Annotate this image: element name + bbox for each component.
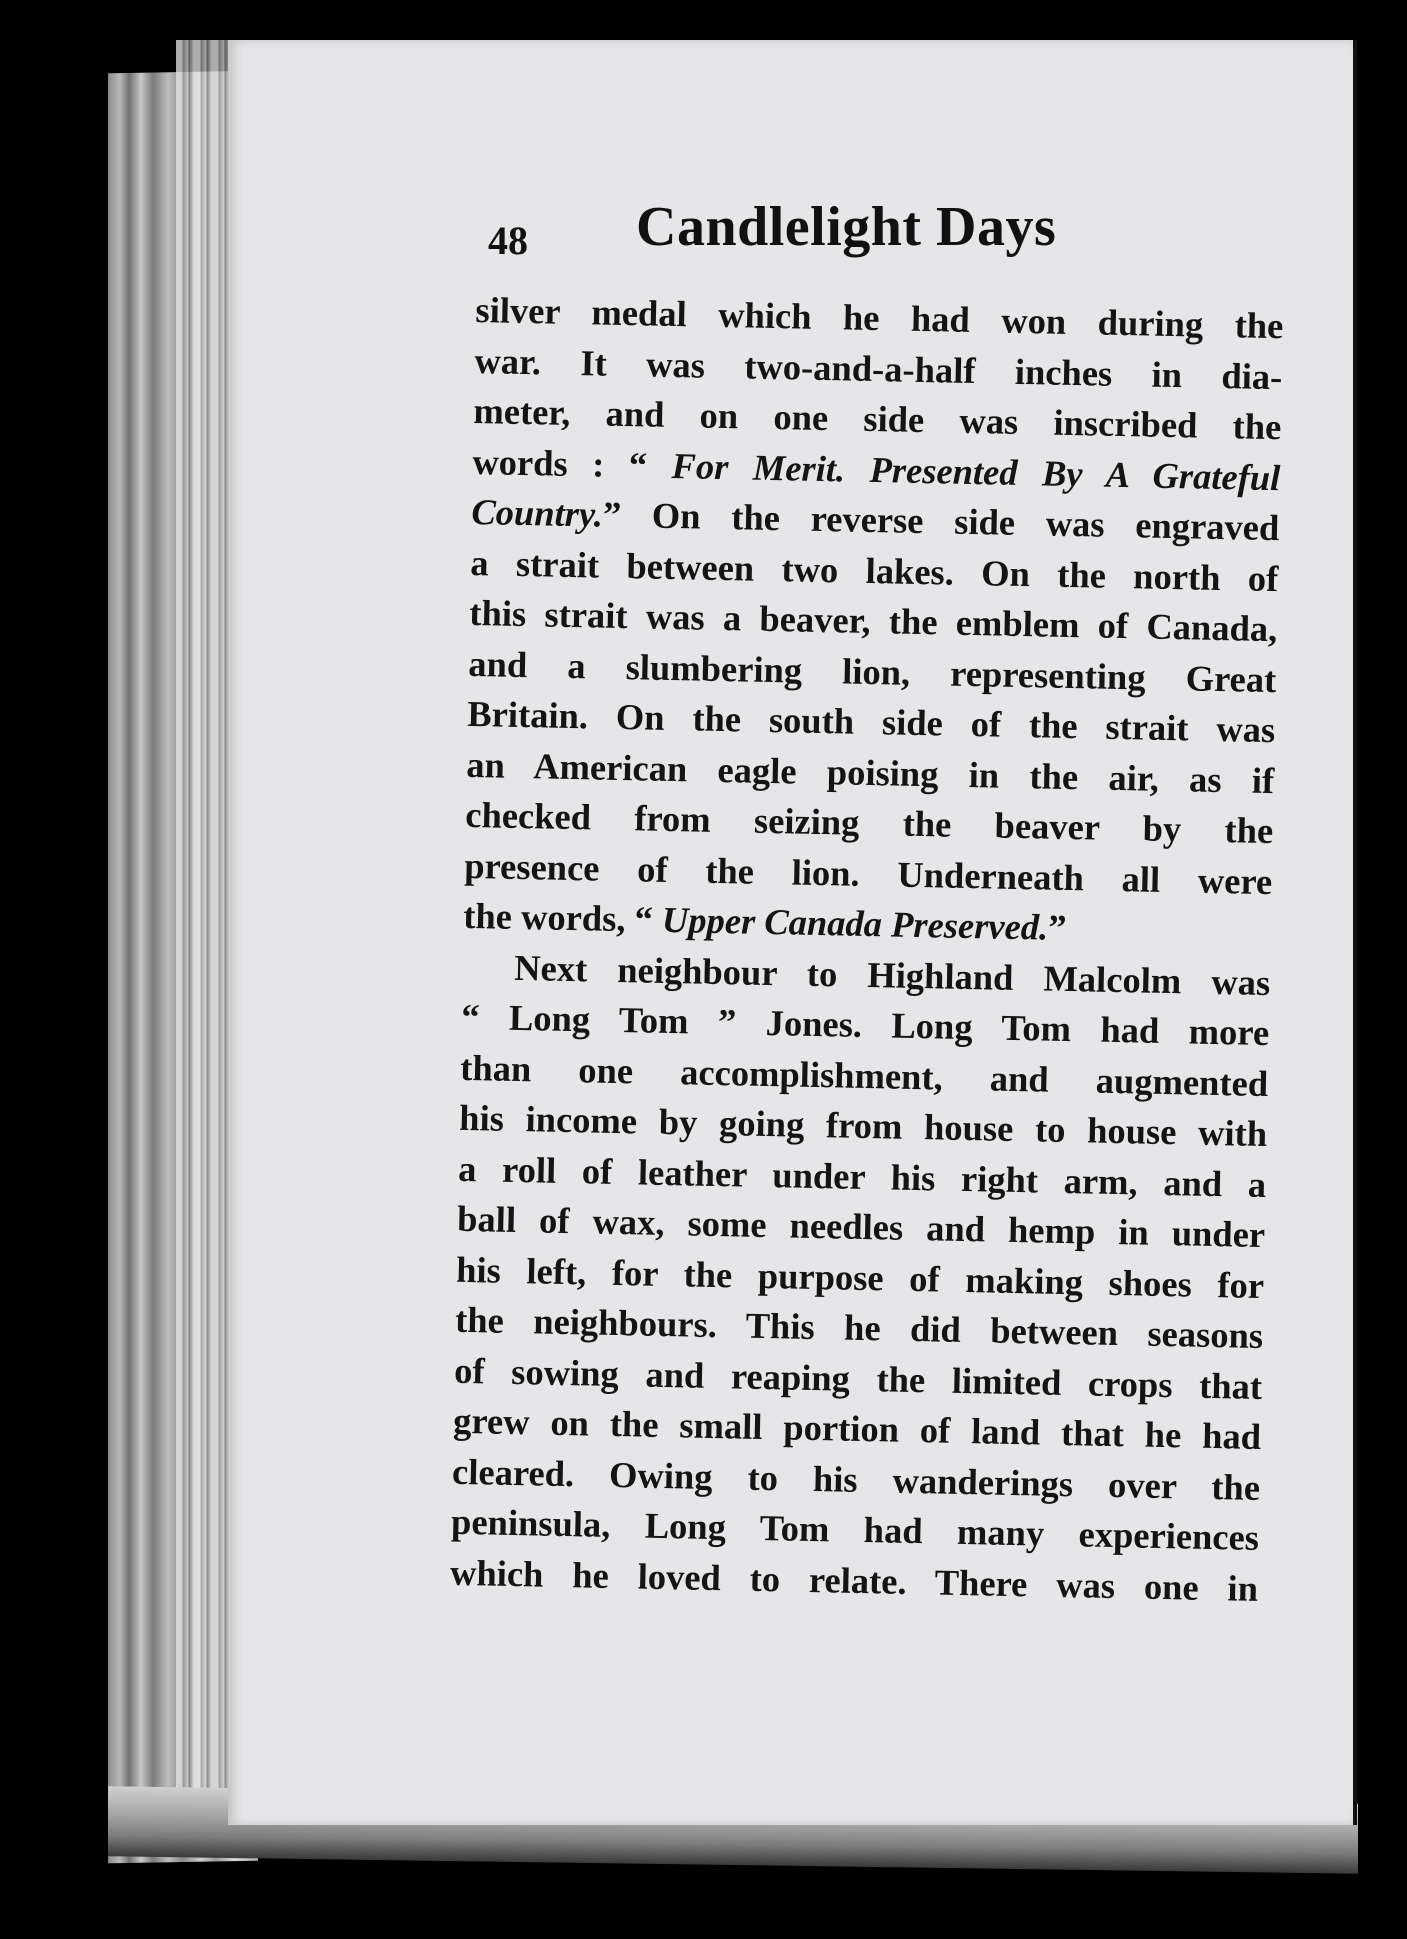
text-line: and a slumbering lion, representing Great	[468, 642, 1277, 700]
text-line: his left, for the purpose of making shoes for	[455, 1248, 1265, 1306]
text-line: “ Long Tom ” Jones. Long Tom had more	[460, 995, 1270, 1054]
text-line: this strait was a beaver, the emblem of Canada,	[469, 591, 1278, 650]
text-line: Britain. On the south side of the strait was	[466, 692, 1276, 751]
text-line: a roll of leather under his right arm, and a	[457, 1147, 1267, 1205]
text-line: the neighbours. This he did between seasons	[454, 1298, 1264, 1357]
italic-quote: Country.	[471, 490, 604, 535]
text-line: silver medal which he had won during the	[475, 288, 1284, 347]
text-line: war. It was two-and-a-half inches in dia-	[474, 339, 1283, 397]
text-line: an American eagle poising in the air, as if	[465, 743, 1275, 801]
body-text	[450, 285, 1284, 1614]
page-header	[488, 195, 1128, 275]
text-run: ” On the reverse side was engraved	[602, 493, 1280, 549]
text-line: his income by going from house to house with	[458, 1096, 1268, 1155]
italic-quote: For Merit. Presented By A Grateful	[671, 444, 1281, 498]
text-line: Next neighbour to Highland Malcolm was	[513, 946, 1271, 1003]
text-run: ”	[1047, 906, 1067, 948]
text-line: which he loved to relate. There was one in	[449, 1551, 1259, 1609]
page-number: 48	[488, 218, 528, 263]
text-run: the words, “	[462, 894, 663, 940]
text-run: words : “	[472, 440, 673, 486]
text-line: peninsula, Long Tom had many experiences	[450, 1500, 1260, 1558]
text-line: ball of wax, some needles and hemp in under	[456, 1197, 1266, 1256]
italic-quote: Upper Canada Preserved.	[661, 898, 1049, 948]
text-line: checked from seizing the beaver by the	[464, 793, 1274, 852]
text-line: grew on the small portion of land that he had	[452, 1399, 1262, 1457]
text-line: than one accomplishment, and augmented	[459, 1046, 1269, 1104]
stacked-leaves	[176, 40, 236, 1840]
running-head: Candlelight Days	[636, 196, 1057, 258]
text-line: cleared. Owing to his wanderings over the	[451, 1450, 1261, 1508]
text-line: presence of the lion. Underneath all were	[463, 844, 1273, 902]
text-line: meter, and on one side was inscribed the	[473, 389, 1282, 448]
text-line: of sowing and reaping the limited crops that	[453, 1349, 1263, 1407]
text-line: a strait between two lakes. On the north of	[470, 541, 1279, 599]
book-page	[228, 40, 1357, 1825]
